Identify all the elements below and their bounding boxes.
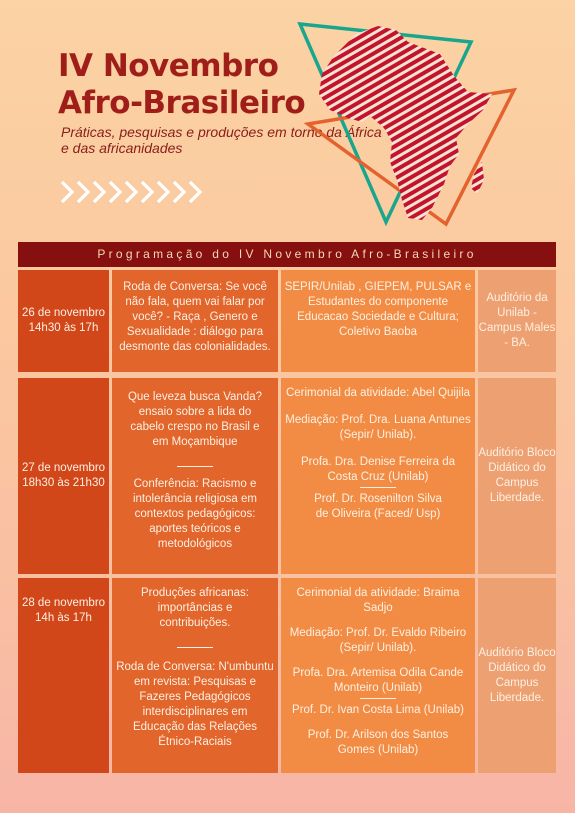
activity-cell (112, 578, 278, 773)
location-line: Didático do (488, 462, 546, 474)
time-text: 14h às 17h (35, 612, 92, 624)
ceremonial-line: Cerimonial da atividade: Abel Quijila (285, 387, 471, 399)
date-cell (18, 378, 109, 574)
activity-line: ensaio sobre a lida do (138, 406, 252, 418)
activity-line: cabelo crespo no Brasil e (130, 421, 260, 433)
speaker-line: de Oliveira (Faced/ Usp) (315, 508, 441, 520)
activity-line: metodológicos (157, 538, 233, 550)
speaker-line: Profa. Dra. Denise Ferreira da (300, 456, 456, 468)
mediation-line: (Sepir/ Unilab). (339, 642, 417, 654)
speaker-line: Profa. Dra. Artemisa Odila Cande (292, 667, 464, 679)
speaker-line: Gomes (Unilab) (337, 744, 419, 756)
activity-cell (112, 378, 278, 574)
program-banner: Programação do IV Novembro Afro-Brasileiro (18, 242, 556, 267)
location-cell (478, 378, 556, 574)
time-text: 14h30 às 17h (28, 322, 99, 334)
event-title (58, 48, 305, 122)
location-cell (478, 578, 556, 773)
time-text: 18h30 às 21h30 (22, 477, 105, 489)
speaker-line: Prof. Dr. Rosenilton Silva (314, 493, 442, 505)
location-line: Auditório Bloco (478, 447, 556, 459)
activity-line: Que leveza busca Vanda? (127, 391, 263, 403)
date-cell (18, 270, 109, 372)
separator-rule (360, 698, 396, 699)
activity-line: em revista: Pesquisas e (133, 676, 257, 688)
activity-line: aportes teóricos e (149, 523, 241, 535)
activity-line: Produções africanas: (140, 587, 250, 599)
activity-line: Conferência: Racismo e (133, 478, 257, 490)
location-line: Liberdade. (489, 691, 545, 704)
location-line: Didático do (488, 661, 546, 674)
location-line: Auditório da (486, 292, 548, 304)
location-line: Campus (495, 477, 539, 489)
activity-line: importâncias e (157, 602, 233, 614)
activity-line: Étnico-Raciais (158, 736, 232, 748)
madagascar-shape (471, 162, 484, 194)
activity-line: Fazeres Pedagógicos (139, 691, 251, 703)
speaker-line: Monteiro (Unilab) (333, 682, 423, 694)
activity-line: desmonte das colonialidades. (119, 341, 271, 353)
activity-line: intolerância religiosa em (132, 493, 257, 505)
location-line: Auditório Bloco (478, 646, 556, 659)
date-text: 28 de novembro (21, 597, 106, 609)
mediation-line: (Sepir/ Unilab). (339, 429, 417, 441)
activity-line: você? - Raça , Genero e (132, 311, 258, 323)
ceremonial-line: Cerimonial da atividade: Braima Sadjo (296, 587, 460, 614)
location-line: Campus Males (478, 322, 556, 334)
location-line: - BA. (504, 337, 530, 349)
organizer-line: Educacao Sociedade e Cultura; (297, 311, 459, 323)
separator-rule (360, 487, 396, 488)
mediation-line: Mediação: Prof. Dr. Evaldo Ribeiro (289, 627, 467, 639)
location-line: Campus (495, 676, 539, 689)
location-cell (478, 270, 556, 372)
date-cell (18, 578, 109, 773)
speaker-line: Costa Cruz (Unilab) (327, 471, 429, 483)
mediation-line: Mediação: Prof. Dra. Luana Antunes (285, 414, 471, 426)
organizer-line: Estudantes do componente (307, 296, 449, 308)
activity-line: em Moçambique (152, 436, 238, 448)
activity-line: contextos pedagógicos: (134, 508, 256, 520)
date-text: 27 de novembro (21, 462, 106, 474)
organizer-line: Coletivo Baoba (339, 326, 417, 338)
separator-rule (177, 466, 213, 467)
activity-line: Roda de Conversa: N'umbuntu (116, 661, 274, 673)
speaker-line: Prof. Dr. Arilson dos Santos (307, 729, 449, 741)
activity-line: não fala, quem vai falar por (125, 296, 265, 308)
activity-line: Educação das Relações (132, 721, 258, 733)
speaker-line: Prof. Dr. Ivan Costa Lima (Unilab) (292, 704, 464, 716)
activity-cell (112, 270, 278, 372)
event-title-line2: Afro-Brasileiro (58, 85, 306, 121)
organizer-line: SEPIR/Unilab , GIEPEM, PULSAR e (284, 281, 472, 293)
chevrons-icon (60, 180, 210, 204)
location-line: Liberdade. (489, 492, 545, 504)
event-title-line1: IV Novembro (58, 48, 279, 84)
organizers-cell (281, 378, 475, 574)
activity-line: Sexualidade : diálogo para (126, 326, 264, 338)
organizers-cell (281, 578, 475, 773)
activity-line: Roda de Conversa: Se você (123, 281, 267, 293)
date-text: 26 de novembro (21, 307, 106, 319)
organizers-cell (281, 270, 475, 372)
activity-line: interdisciplinares em (142, 706, 248, 718)
separator-rule (177, 647, 213, 648)
africa-map-icon (278, 14, 518, 234)
activity-line: contribuições. (159, 617, 231, 629)
event-subtitle: Práticas, pesquisas e produções em torno da África e das africanidades (61, 124, 382, 156)
location-line: Unilab - (497, 307, 537, 319)
